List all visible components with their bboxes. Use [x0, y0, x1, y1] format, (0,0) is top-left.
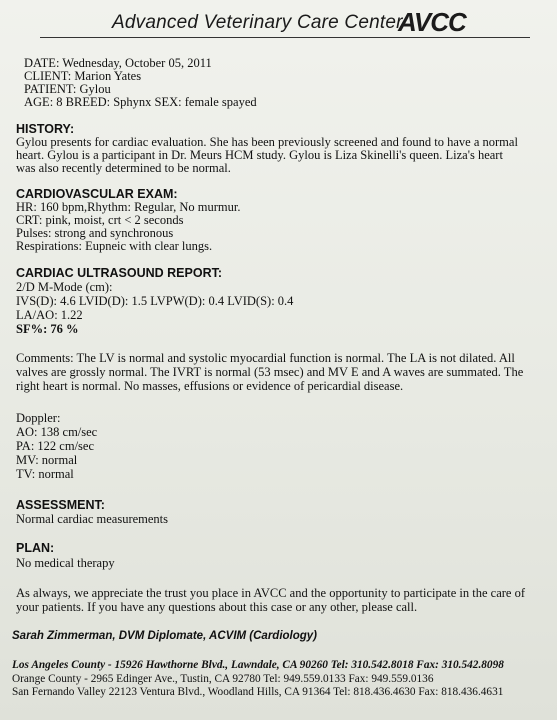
ultrasound-measurements: IVS(D): 4.6 LVID(D): 1.5 LVPW(D): 0.4 LVID(S): 0.4 — [16, 294, 294, 308]
letterhead — [0, 4, 557, 44]
ultrasound-heading: CARDIAC ULTRASOUND REPORT: — [16, 266, 223, 280]
history-line: was also recently determined to be normal. — [16, 161, 231, 175]
respirations-line: Respirations: Eupneic with clear lungs. — [16, 239, 213, 253]
plan-text: No medical therapy — [16, 556, 115, 570]
signature-line: Sarah Zimmerman, DVM Diplomate, ACVIM (Cardiology) — [12, 630, 318, 642]
cardiovascular-exam-heading: CARDIOVASCULAR EXAM: — [16, 187, 178, 201]
client-line: CLIENT: Marion Yates — [24, 69, 142, 83]
patient-line: PATIENT: Gylou — [24, 82, 111, 96]
avcc-logo: AVCC — [398, 7, 466, 37]
history-line: heart. Gylou is a participant in Dr. Meurs HCM study. Gylou is Liza Skinelli's queen. Liza's heart — [16, 148, 503, 162]
clinic-name: Advanced Veterinary Care Center — [112, 12, 403, 33]
la-ao-ratio: LA/AO: 1.22 — [16, 308, 83, 322]
assessment-text: Normal cardiac measurements — [16, 512, 169, 526]
history-heading: HISTORY: — [16, 122, 75, 136]
heart-rate-line: HR: 160 bpm,Rhythm: Regular, No murmur. — [16, 200, 241, 214]
shortening-fraction: SF%: 76 % — [16, 322, 79, 336]
footer-sf-valley: San Fernando Valley 22123 Ventura Blvd., Woodland Hills, CA 91364 Tel: 818.436.4630 Fax: 818.436.4631 — [12, 686, 504, 698]
age-breed-sex-line: AGE: 8 BREED: Sphynx SEX: female spayed — [24, 95, 257, 109]
comments-line: right heart is normal. No masses, effusions or evidence of pericardial disease. — [16, 379, 404, 393]
comments-line: valves are grossly normal. The IVRT is normal (53 msec) and MV E and A waves are summated. The — [16, 365, 524, 379]
plan-heading: PLAN: — [16, 541, 55, 555]
closing-line: As always, we appreciate the trust you place in AVCC and the opportunity to participate in the care of — [16, 586, 525, 600]
doppler-mv: MV: normal — [16, 453, 78, 467]
history-line: Gylou presents for cardiac evaluation. She has been previously screened and found to have a normal — [16, 135, 518, 149]
doppler-ao: AO: 138 cm/sec — [16, 425, 98, 439]
comments-line: Comments: The LV is normal and systolic myocardial function is normal. The LA is not dilated. All — [16, 351, 515, 365]
footer-la-county: Los Angeles County - 15926 Hawthorne Blvd., Lawndale, CA 90260 Tel: 310.542.8018 Fax: 310.542.8098 — [12, 659, 504, 671]
doppler-pa: PA: 122 cm/sec — [16, 439, 95, 453]
date-line: DATE: Wednesday, October 05, 2011 — [24, 56, 212, 70]
ultrasound-mode: 2/D M-Mode (cm): — [16, 280, 113, 294]
crt-line: CRT: pink, moist, crt < 2 seconds — [16, 213, 184, 227]
footer-orange-county: Orange County - 2965 Edinger Ave., Tustin, CA 92780 Tel: 949.559.0133 Fax: 949.559.0136 — [12, 673, 434, 685]
assessment-heading: ASSESSMENT: — [16, 498, 105, 512]
pulses-line: Pulses: strong and synchronous — [16, 226, 174, 240]
closing-line: your patients. If you have any questions about this case or any other, please call. — [16, 600, 418, 614]
header-rule — [40, 37, 530, 38]
doppler-tv: TV: normal — [16, 467, 74, 481]
doppler-heading: Doppler: — [16, 411, 61, 425]
